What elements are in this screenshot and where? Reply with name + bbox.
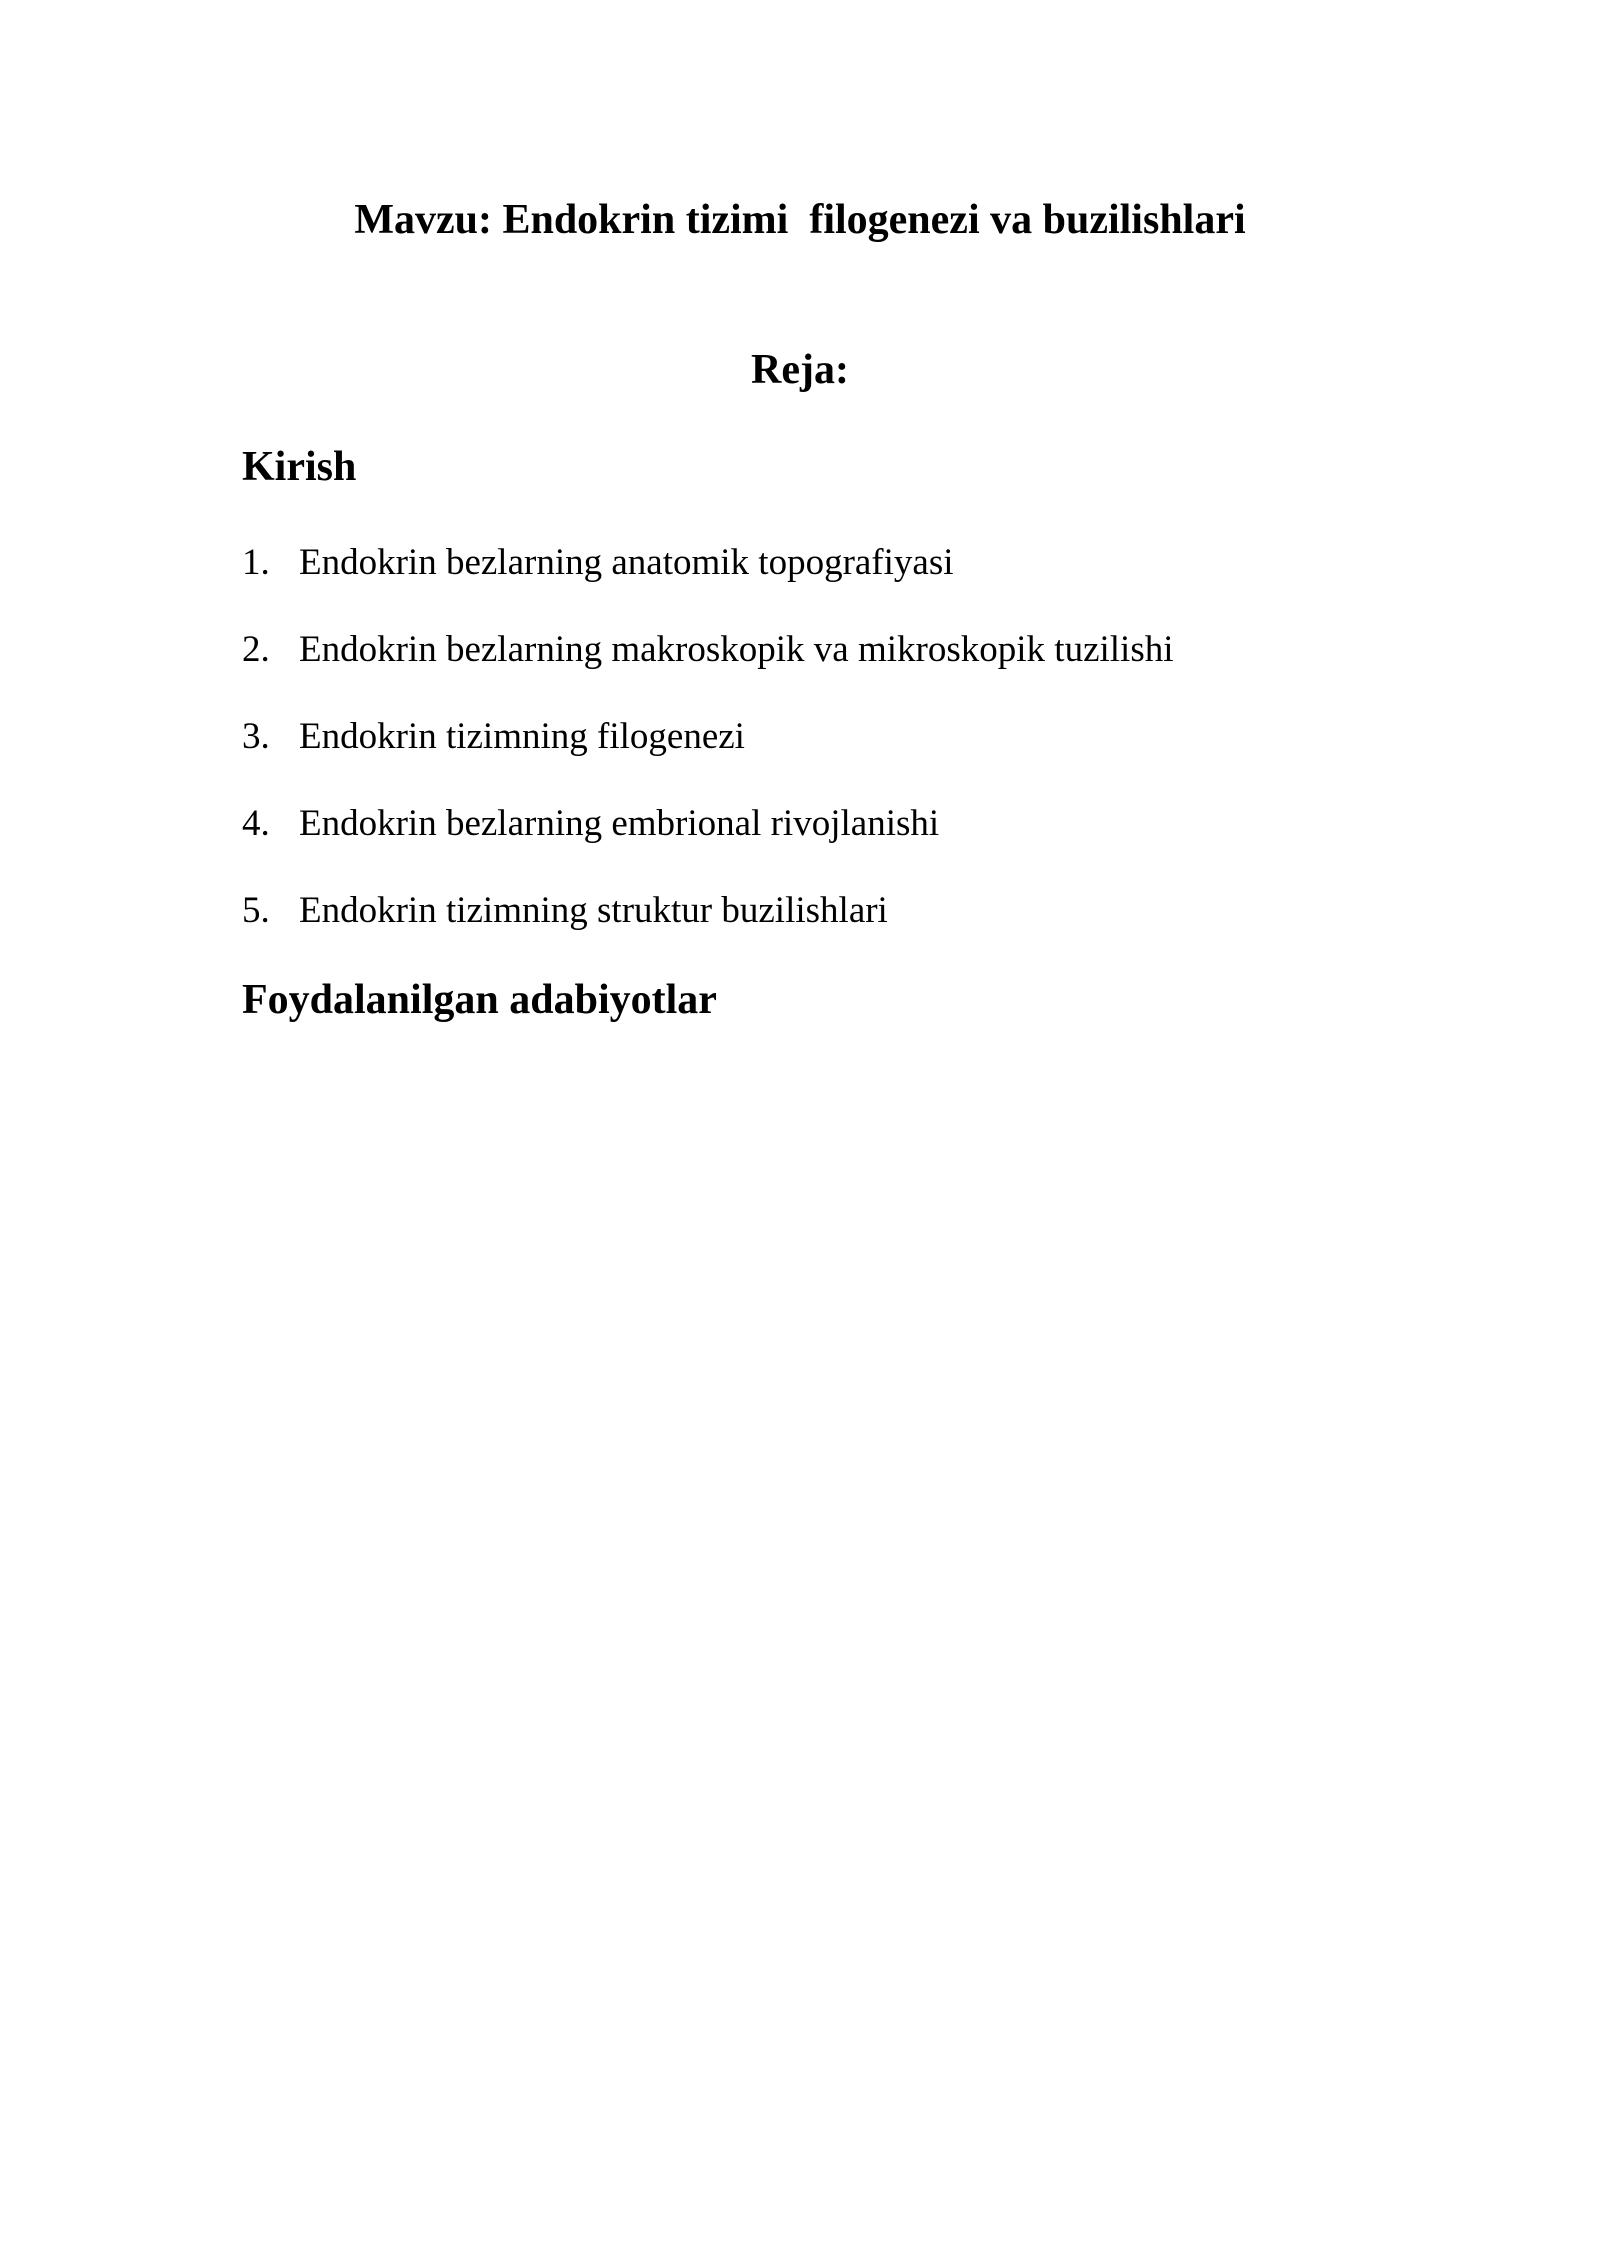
plan-item-text: Endokrin bezlarning anatomik topografiyasi bbox=[299, 542, 954, 583]
plan-item bbox=[242, 883, 1442, 970]
plan-item-text: Endokrin bezlarning makroskopik va mikroskopik tuzilishi bbox=[299, 629, 1174, 670]
plan-item-number: 3. bbox=[242, 716, 270, 757]
plan-item bbox=[242, 796, 1442, 883]
plan-item-text: Endokrin bezlarning embrional rivojlanishi bbox=[299, 803, 940, 844]
document-title: Mavzu: Endokrin tizimi filogenezi va buzilishlari bbox=[354, 197, 1246, 243]
plan-item-number: 2. bbox=[242, 629, 270, 670]
plan-item-text: Endokrin tizimning struktur buzilishlari bbox=[299, 890, 888, 931]
plan-item-text: Endokrin tizimning filogenezi bbox=[299, 716, 745, 757]
plan-list bbox=[242, 535, 1442, 970]
plan-item bbox=[242, 709, 1442, 796]
plan-item bbox=[242, 622, 1442, 709]
plan-item bbox=[242, 535, 1442, 622]
plan-item-number: 5. bbox=[242, 890, 270, 931]
intro-heading: Kirish bbox=[242, 444, 357, 490]
plan-item-number: 4. bbox=[242, 803, 270, 844]
plan-heading: Reja: bbox=[751, 347, 849, 393]
plan-item-number: 1. bbox=[242, 542, 270, 583]
references-heading: Foydalanilgan adabiyotlar bbox=[242, 977, 717, 1023]
